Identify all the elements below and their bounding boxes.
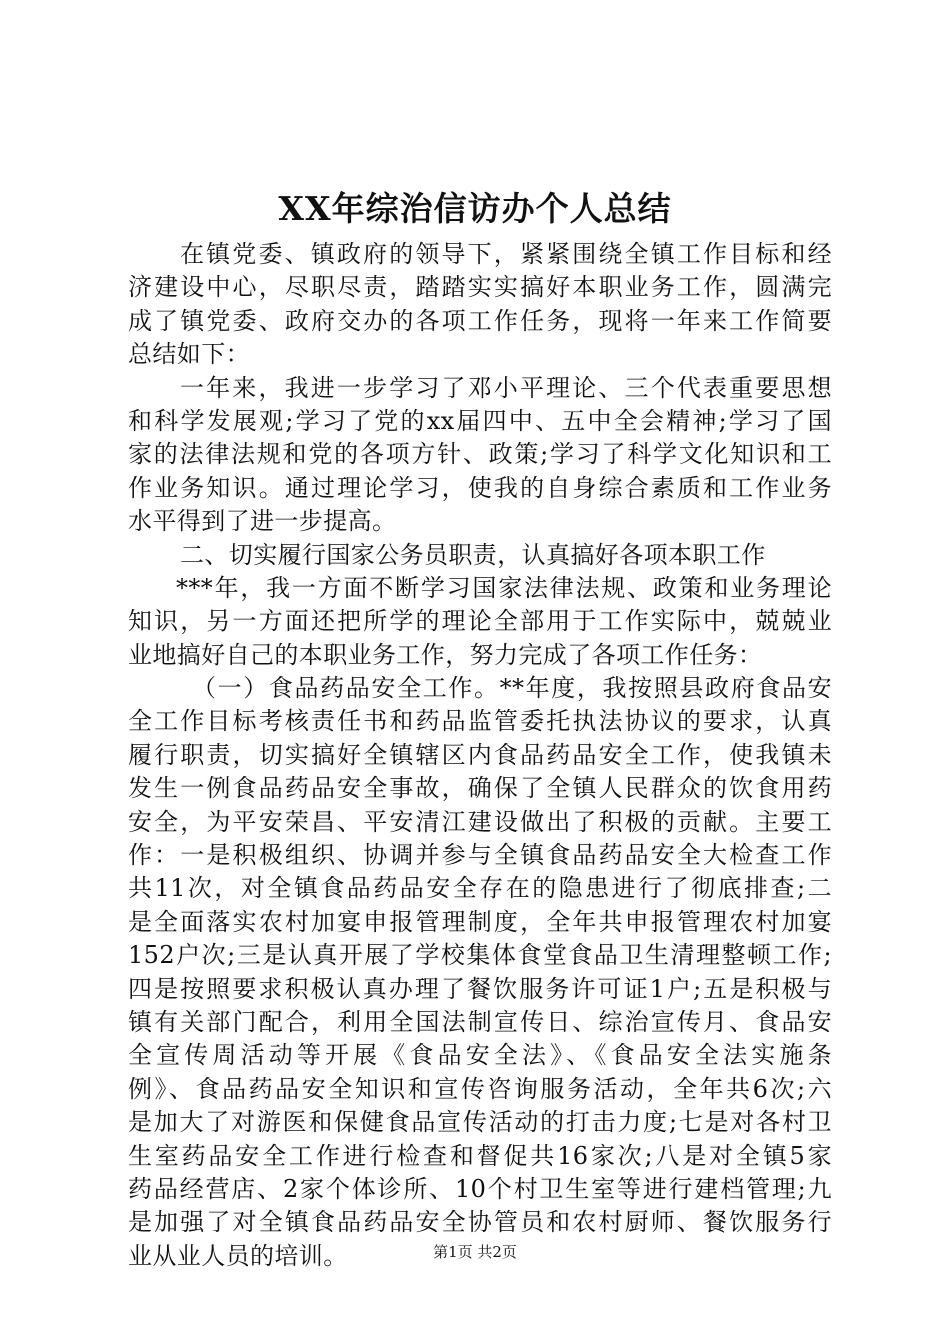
text-line: 和科学发展观;学习了党的xx届四中、五中全会精神;学习了国 — [128, 406, 832, 435]
text-line: 四是按照要求积极认真办理了餐饮服务许可证1户;五是积极与 — [128, 974, 832, 1003]
text-line: 生室药品安全工作进行检查和督促共16家次;八是对全镇5家 — [128, 1141, 832, 1170]
text-line: 家的法律法规和党的各项方针、政策;学习了科学文化知识和工 — [128, 440, 832, 469]
text-line: （一）食品药品安全工作。**年度，我按照县政府食品安 — [192, 674, 832, 703]
text-line: 共11次，对全镇食品药品安全存在的隐患进行了彻底排查;二 — [128, 874, 832, 903]
document-body — [128, 238, 832, 1273]
text-line: 业从业人员的培训。 — [128, 1241, 348, 1270]
text-line: 药品经营店、2家个体诊所、10个村卫生室等进行建档管理;九 — [128, 1174, 832, 1203]
text-line: 作：一是积极组织、协调并参与全镇食品药品安全大检查工作 — [128, 841, 832, 870]
text-line: 镇有关部门配合，利用全国法制宣传日、综治宣传月、食品安 — [128, 1007, 832, 1036]
text-line: 总结如下： — [128, 340, 250, 369]
text-line: 业地搞好自己的本职业务工作，努力完成了各项工作任务： — [128, 640, 763, 669]
text-line: 发生一例食品药品安全事故，确保了全镇人民群众的饮食用药 — [128, 774, 832, 803]
text-line: 全工作目标考核责任书和药品监管委托执法协议的要求，认真 — [128, 707, 832, 736]
text-line: 知识，另一方面还把所学的理论全部用于工作实际中，兢兢业 — [128, 607, 832, 636]
text-line: 履行职责，切实搞好全镇辖区内食品药品安全工作，使我镇未 — [128, 740, 832, 769]
text-line: 水平得到了进一步提高。 — [128, 507, 397, 536]
text-line: 152户次;三是认真开展了学校集体食堂食品卫生清理整顿工作; — [128, 941, 832, 970]
text-line: 是加强了对全镇食品药品安全协管员和农村厨师、餐饮服务行 — [128, 1208, 832, 1237]
text-line: 在镇党委、镇政府的领导下，紧紧围绕全镇工作目标和经 — [180, 240, 832, 268]
page-number: 第1页 共2页 — [433, 1243, 517, 1261]
text-line: 是加大了对游医和保健食品宣传活动的打击力度;七是对各村卫 — [128, 1108, 832, 1137]
text-line: 成了镇党委、政府交办的各项工作任务，现将一年来工作简要 — [128, 306, 832, 335]
text-line: 济建设中心，尽职尽责，踏踏实实搞好本职业务工作，圆满完 — [128, 273, 832, 302]
text-line: ***年，我一方面不断学习国家法律法规、政策和业务理论 — [176, 573, 832, 602]
text-line: 作业务知识。通过理论学习，使我的自身综合素质和工作业务 — [128, 473, 832, 502]
text-line: 全宣传周活动等开展《食品安全法》、《食品安全法实施条 — [128, 1041, 832, 1070]
text-line: 是全面落实农村加宴申报管理制度，全年共申报管理农村加宴 — [128, 907, 832, 936]
text-line: 安全，为平安荣昌、平安清江建设做出了积极的贡献。主要工 — [128, 807, 832, 836]
section-heading: 二、切实履行国家公务员职责，认真搞好各项本职工作 — [180, 540, 766, 569]
text-line: 一年来，我进一步学习了邓小平理论、三个代表重要思想 — [180, 373, 832, 402]
document-title: XX年综治信访办个人总结 — [278, 189, 672, 228]
text-line: 例》、食品药品安全知识和宣传咨询服务活动，全年共6次;六 — [128, 1074, 832, 1103]
